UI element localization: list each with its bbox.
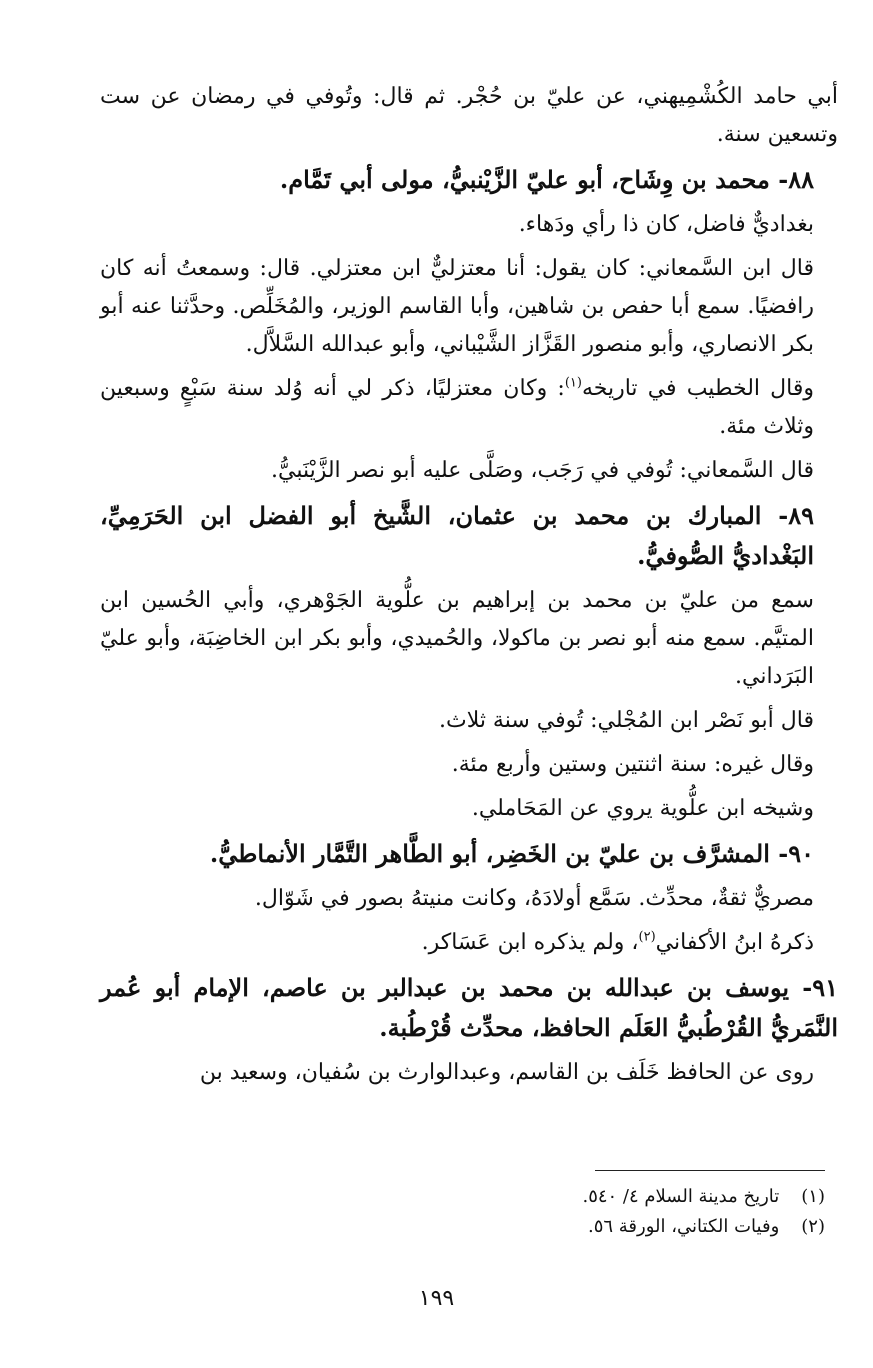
body-paragraph bbox=[100, 924, 838, 962]
body-paragraph: وشيخه ابن علُّوية يروي عن المَحَاملي. bbox=[471, 796, 814, 821]
footnote-text: تاريخ مدينة السلام ٤/ ٥٤٠. bbox=[582, 1186, 780, 1207]
footnote-2 bbox=[125, 1212, 825, 1242]
page-body bbox=[100, 78, 838, 1098]
footnote-number: (١) bbox=[801, 1186, 825, 1207]
body-paragraph: قال أبو نَصْر ابن المُجْلي: تُوفي سنة ثلاث. bbox=[438, 708, 814, 733]
footnotes bbox=[125, 1182, 825, 1242]
footnote-text: وفيات الكتاني، الورقة ٥٦. bbox=[587, 1216, 780, 1237]
body-paragraph: أبي حامد الكُشْمِيهني، عن عليّ بن حُجْر. ثم قال: وتُوفي في رمضان عن ست وتسعين سنة. bbox=[100, 84, 838, 147]
paragraph-text: ذكرهُ ابنُ الأكفاني bbox=[655, 930, 814, 955]
entry-heading: ٩١- يوسف بن عبدالله بن محمد بن عبدالبر بن عاصم، الإمام أبو عُمر النَّمَريُّ القُرْطُبيُّ العَلَم الحافظ، محدِّث قُرْطُبة. bbox=[100, 973, 838, 1042]
footnote-number: (٢) bbox=[801, 1216, 825, 1237]
footnote-1 bbox=[125, 1182, 825, 1212]
footnote-reference: (١) bbox=[564, 375, 582, 391]
entry-heading: ٨٩- المبارك بن محمد بن عثمان، الشَّيخ أبو الفضل ابن الحَرَمِيِّ، البَغْداديُّ الصُّوفيُّ. bbox=[100, 501, 814, 570]
page-number: ١٩٩ bbox=[418, 1286, 455, 1311]
footnote-divider bbox=[595, 1170, 825, 1171]
body-paragraph: قال السَّمعاني: تُوفي في رَجَب، وصَلَّى عليه أبو نصر الزَّيْنَبيُّ. bbox=[270, 458, 814, 483]
body-paragraph: سمع من عليّ بن محمد بن إبراهيم بن علُّوية الجَوْهري، وأبي الحُسين ابن المتيَّم. سمع منه أبو نصر بن ماكولا، والحُميدي، وأبو بكر ابن الخاضِبَة، وأبو عليّ البَرَداني. bbox=[100, 588, 814, 689]
footnote-reference: (٢) bbox=[638, 929, 656, 945]
body-paragraph: وقال غيره: سنة اثنتين وستين وأربع مئة. bbox=[451, 752, 814, 777]
body-paragraph: مصريٌّ ثقةٌ، محدِّث. سَمَّع أولادَهُ، وكانت منيتهُ بصور في شَوّال. bbox=[254, 886, 814, 911]
paragraph-text: وقال الخطيب في تاريخه bbox=[581, 376, 814, 401]
body-paragraph bbox=[100, 370, 838, 446]
entry-heading: ٨٨- محمد بن وِشَاح، أبو عليّ الزَّيْنبيُّ، مولى أبي تَمَّام. bbox=[279, 165, 814, 194]
entry-heading: ٩٠- المشرَّف بن عليّ بن الخَضِر، أبو الطَّاهر التَّمَّار الأنماطيُّ. bbox=[209, 839, 814, 868]
paragraph-text: : وكان معتزليًا، ذكر لي أنه وُلد سنة سَبْعٍ وسبعين وثلاث مئة. bbox=[100, 376, 814, 439]
paragraph-text: ، ولم يذكره ابن عَسَاكر. bbox=[421, 930, 639, 955]
body-paragraph: بغداديٌّ فاضل، كان ذا رأي ودَهاء. bbox=[518, 212, 814, 237]
body-paragraph: روى عن الحافظ خَلَف بن القاسم، وعبدالوارث بن سُفيان، وسعيد بن bbox=[199, 1060, 814, 1085]
body-paragraph: قال ابن السَّمعاني: كان يقول: أنا معتزليٌّ ابن معتزلي. قال: وسمعتُ أنه كان رافضيًا. سمع أبا حفص بن شاهين، وأبا القاسم الوزير، والمُخَلِّص. وحدَّثنا عنه أبو بكر الانصاري، وأبو منصور القَزَّاز الشَّيْباني، وأبو عبدالله السَّلاَّل. bbox=[100, 256, 814, 357]
